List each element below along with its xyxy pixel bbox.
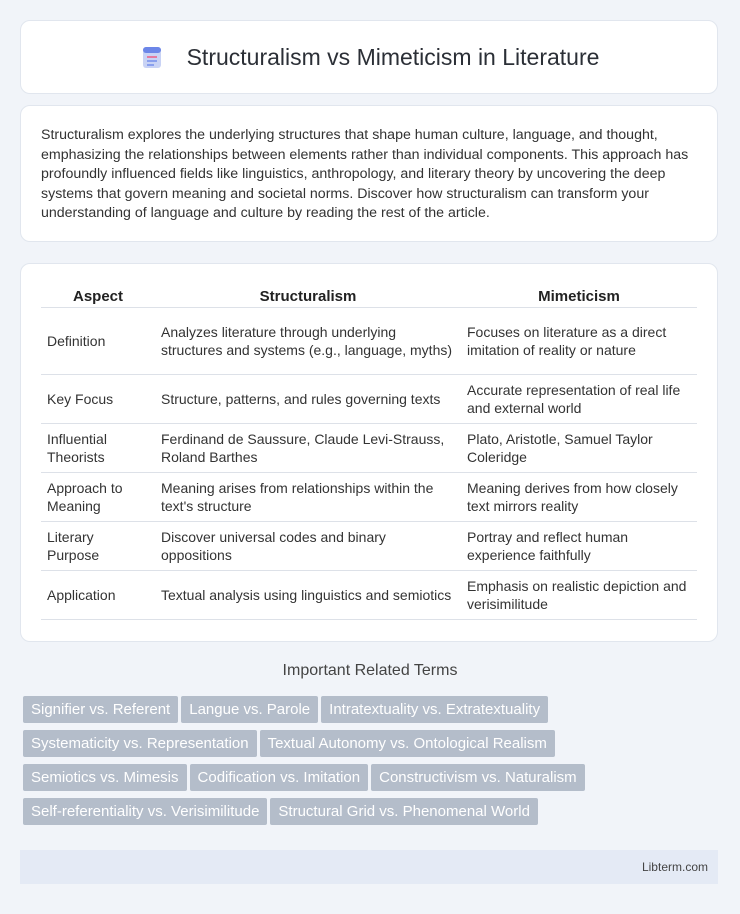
- related-term-tag[interactable]: Intratextuality vs. Extratextuality: [321, 696, 548, 723]
- footer-brand[interactable]: Libterm.com: [641, 860, 708, 874]
- row-aspect: Influential Theorists: [41, 424, 155, 473]
- row-structuralism: Analyzes literature through underlying structures and systems (e.g., language, myths): [155, 308, 461, 375]
- row-mimeticism: Accurate representation of real life and external world: [461, 375, 697, 424]
- row-structuralism: Structure, patterns, and rules governing texts: [155, 375, 461, 424]
- title-card: [20, 20, 718, 94]
- related-terms-list: [23, 696, 719, 832]
- document-icon: [139, 44, 165, 70]
- header-mimeticism: Mimeticism: [461, 284, 697, 308]
- row-aspect: Approach to Meaning: [41, 473, 155, 522]
- row-structuralism: Discover universal codes and binary oppositions: [155, 522, 461, 571]
- row-aspect: Application: [41, 571, 155, 620]
- related-term-tag[interactable]: Langue vs. Parole: [181, 696, 318, 723]
- row-mimeticism: Plato, Aristotle, Samuel Taylor Coleridge: [461, 424, 697, 473]
- table-row: [41, 375, 697, 424]
- comparison-table: [41, 284, 697, 620]
- intro-paragraph: Structuralism explores the underlying structures that shape human culture, language, and thought, emphasizing the relationships between elements rather than individual components. This approach has profoundly influenced fields like linguistics, anthropology, and literary theory by uncovering the deep systems that govern meaning and societal norms. Discover how structuralism can transform your understanding of language and culture by reading the rest of the article.: [41, 127, 689, 222]
- row-structuralism: Textual analysis using linguistics and semiotics: [155, 571, 461, 620]
- related-term-tag[interactable]: Textual Autonomy vs. Ontological Realism: [260, 730, 555, 757]
- table-row: [41, 424, 697, 473]
- table-row: [41, 522, 697, 571]
- related-term-tag[interactable]: Codification vs. Imitation: [190, 764, 369, 791]
- row-aspect: Key Focus: [41, 375, 155, 424]
- row-mimeticism: Emphasis on realistic depiction and verisimilitude: [461, 571, 697, 620]
- row-aspect: Literary Purpose: [41, 522, 155, 571]
- related-terms-heading: Important Related Terms: [282, 662, 458, 679]
- footer: [20, 850, 718, 884]
- table-header-row: [41, 284, 697, 308]
- related-term-tag[interactable]: Signifier vs. Referent: [23, 696, 178, 723]
- header-structuralism: Structuralism: [155, 284, 461, 308]
- row-mimeticism: Portray and reflect human experience faithfully: [461, 522, 697, 571]
- intro-card: [20, 105, 718, 242]
- table-row: [41, 473, 697, 522]
- table-row: [41, 571, 697, 620]
- table-row: [41, 308, 697, 375]
- row-mimeticism: Focuses on literature as a direct imitation of reality or nature: [461, 308, 697, 375]
- row-structuralism: Ferdinand de Saussure, Claude Levi-Strauss, Roland Barthes: [155, 424, 461, 473]
- row-mimeticism: Meaning derives from how closely text mirrors reality: [461, 473, 697, 522]
- related-term-tag[interactable]: Structural Grid vs. Phenomenal World: [270, 798, 538, 825]
- related-term-tag[interactable]: Semiotics vs. Mimesis: [23, 764, 187, 791]
- row-aspect: Definition: [41, 308, 155, 375]
- related-term-tag[interactable]: Self-referentiality vs. Verisimilitude: [23, 798, 267, 825]
- related-term-tag[interactable]: Systematicity vs. Representation: [23, 730, 257, 757]
- header-aspect: Aspect: [41, 284, 155, 308]
- related-term-tag[interactable]: Constructivism vs. Naturalism: [371, 764, 585, 791]
- comparison-card: [20, 263, 718, 642]
- row-structuralism: Meaning arises from relationships within the text's structure: [155, 473, 461, 522]
- page-title: Structuralism vs Mimeticism in Literature: [186, 43, 600, 70]
